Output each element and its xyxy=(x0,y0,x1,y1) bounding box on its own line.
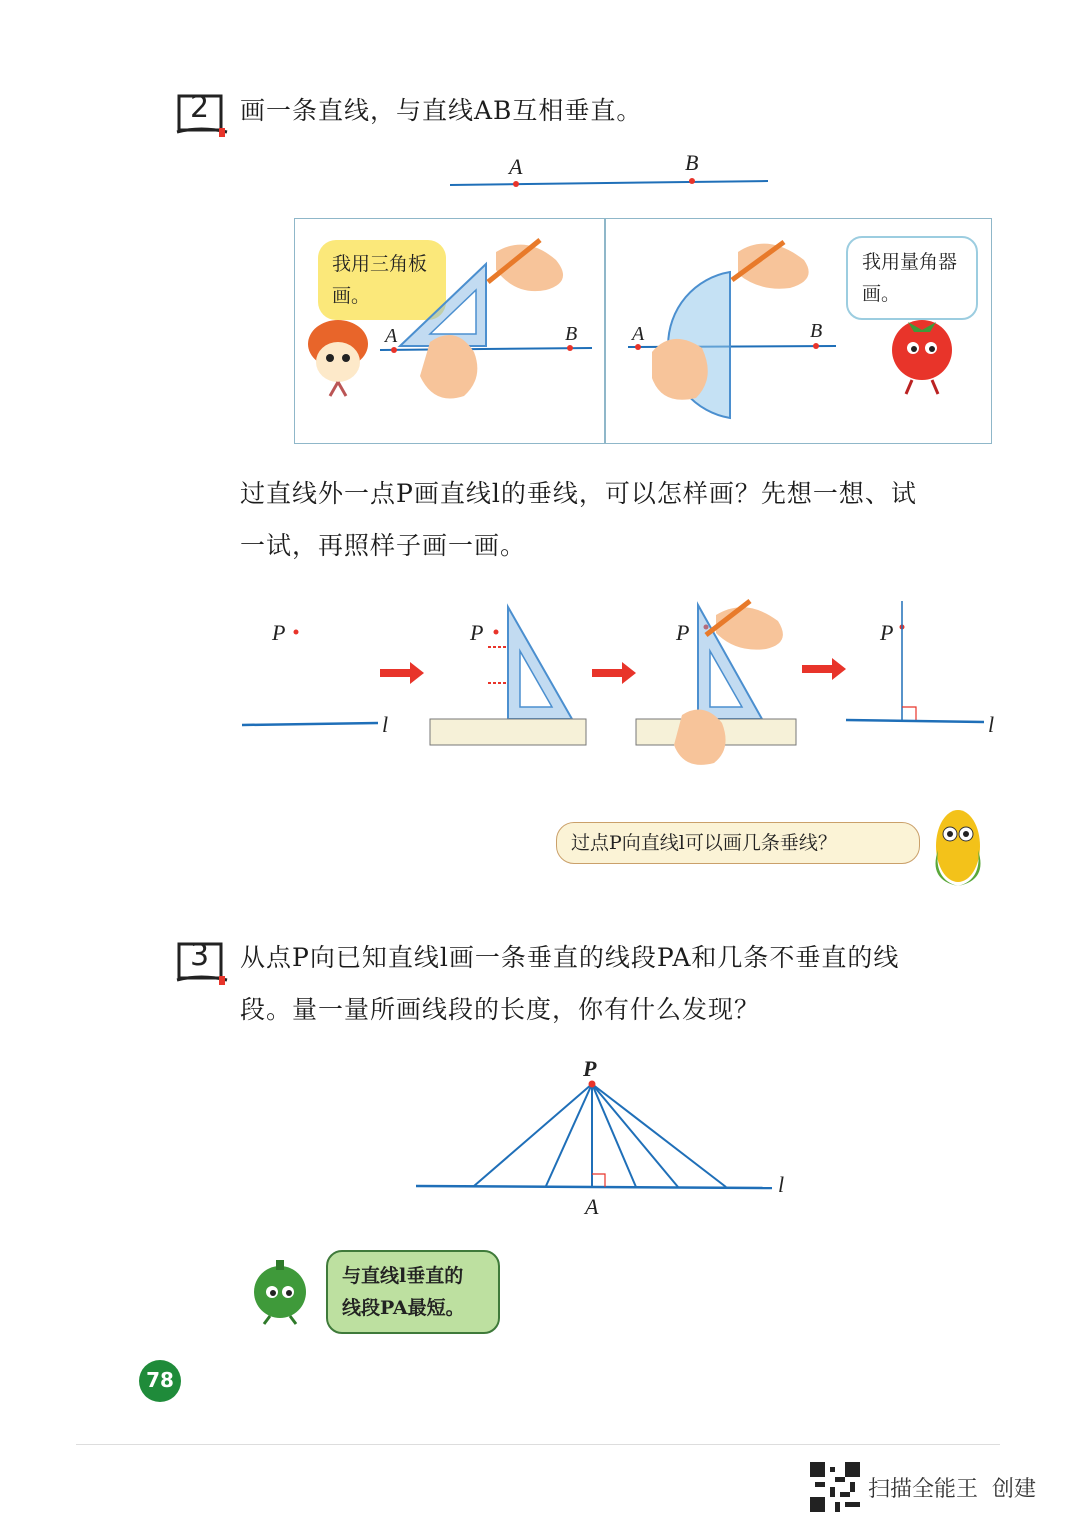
perp-question-line2: 一试，再照样子画一画。 xyxy=(240,531,527,560)
protractor-bubble: 我用量角器画。 xyxy=(846,236,978,320)
right-label-b: B xyxy=(810,320,823,342)
step4-p-label: P xyxy=(880,620,894,645)
perp-question-line1: 过直线外一点P画直线l的垂线，可以怎样画？先想一想、试 xyxy=(240,479,917,508)
task3-line1: 从点P向已知直线l画一条垂直的线段PA和几条不垂直的线 xyxy=(240,943,900,972)
left-label-a: A xyxy=(385,325,398,347)
step1-p-label: P xyxy=(272,620,286,645)
pepper-mascot xyxy=(244,1254,324,1326)
left-label-b: B xyxy=(565,323,578,345)
task3-line2: 段。量一量所画线段的长度，你有什么发现？ xyxy=(240,995,761,1024)
task3-p-label: P xyxy=(583,1056,597,1081)
task2-text: 画一条直线，与直线AB互相垂直。 xyxy=(240,96,643,125)
qr-code-icon xyxy=(810,1462,860,1512)
right-panel-drawing xyxy=(608,222,988,437)
step2-p-label: P xyxy=(470,620,484,645)
label-a: A xyxy=(509,154,523,179)
triangle-ruler-bubble: 我用三角板画。 xyxy=(318,240,446,320)
task2-number: 2 xyxy=(190,90,210,125)
step3-p-label: P xyxy=(676,620,690,645)
footer-brand: 扫描全能王 创建 xyxy=(868,1477,1036,1502)
corn-mascot xyxy=(928,800,992,892)
corn-question-bubble: 过点P向直线l可以画几条垂线？ xyxy=(556,822,920,864)
task3-number: 3 xyxy=(190,938,210,973)
pepper-bubble: 与直线l垂直的 线段PA最短。 xyxy=(326,1250,500,1334)
page-number: 78 xyxy=(146,1368,174,1392)
segments-diagram xyxy=(410,1070,790,1200)
footer-divider xyxy=(76,1444,1000,1445)
point-a xyxy=(513,181,519,187)
left-panel-drawing xyxy=(300,222,600,437)
panel-divider xyxy=(604,218,606,444)
right-label-a: A xyxy=(632,323,645,345)
step4-l-label: l xyxy=(988,712,995,737)
point-b xyxy=(689,178,695,184)
task3-a-label: A xyxy=(585,1194,599,1219)
task3-l-label: l xyxy=(778,1172,785,1197)
step1-l-label: l xyxy=(382,712,389,737)
line-ab xyxy=(440,150,780,200)
label-b: B xyxy=(685,150,699,175)
